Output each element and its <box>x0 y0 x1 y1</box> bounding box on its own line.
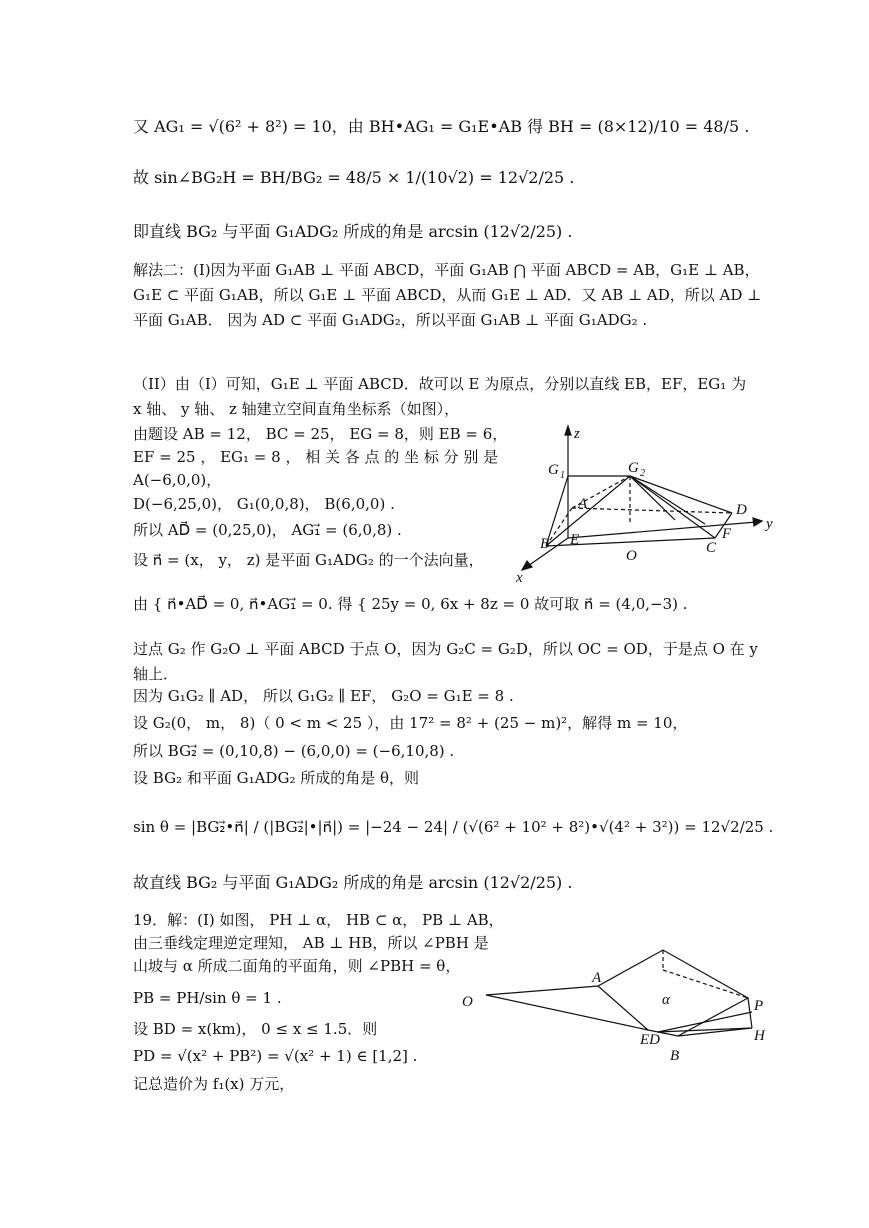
text-line-24: 19．解：(I) 如图， PH ⊥ α， HB ⊂ α， PB ⊥ AB， <box>133 911 504 929</box>
text-line-11: A(−6,0,0)， <box>133 471 222 489</box>
label-g2-sub: 2 <box>640 468 645 479</box>
label-g1: G <box>548 462 559 478</box>
label-slope-b: B <box>670 1048 680 1064</box>
text-line-1: 又 AG₁ = √(6² + 8²) = 10，由 BH•AG₁ = G₁E•AB 得 BH = (8×12)/10 = 48/5 . <box>133 117 750 136</box>
text-line-14: 设 n⃗ = (x， y， z) 是平面 G₁ADG₂ 的一个法向量， <box>133 551 484 569</box>
label-c: C <box>706 540 717 556</box>
y-arrow <box>753 518 762 526</box>
text-line-8: x 轴、 y 轴、 z 轴建立空间直角坐标系（如图）， <box>133 400 460 418</box>
text-line-22: sin θ = |BG₂⃗•n⃗| / (|BG₂⃗|•|n⃗|) = |−24 − 24| / (√(6² + 10² + 8²)•√(4² + 3²)) = 12√2/25 . <box>133 818 774 836</box>
text-line-21: 设 BG₂ 和平面 G₁ADG₂ 所成的角是 θ，则 <box>133 769 420 787</box>
label-alpha: α <box>662 992 670 1008</box>
label-p: P <box>754 998 764 1014</box>
text-line-5: G₁E ⊂ 平面 G₁AB，所以 G₁E ⊥ 平面 ABCD，从而 G₁E ⊥ AD．又 AB ⊥ AD，所以 AD ⊥ <box>133 286 762 304</box>
text-line-12: D(−6,25,0)， G₁(0,0,8)， B(6,0,0) . <box>133 495 395 513</box>
label-o: O <box>626 548 637 564</box>
text-line-4: 解法二：(I)因为平面 G₁AB ⊥ 平面 ABCD，平面 G₁AB ⋂ 平面 ABCD = AB，G₁E ⊥ AB， <box>133 261 760 279</box>
text-line-15: 由 { n⃗•AD⃗ = 0, n⃗•AG₁⃗ = 0. 得 { 25y = 0, 6x + 8z = 0 故可取 n⃗ = (4,0,−3) . <box>133 595 688 613</box>
text-line-16: 过点 G₂ 作 G₂O ⊥ 平面 ABCD 于点 O，因为 G₂C = G₂D，所以 OC = OD，于是点 O 在 y <box>133 640 758 658</box>
z-arrow <box>565 426 571 435</box>
label-h: H <box>754 1028 765 1044</box>
text-line-2: 故 sin∠BG₂H = BH/BG₂ = 48/5 × 1/(10√2) = 12√2/25 . <box>133 168 575 187</box>
label-g2: G <box>628 460 639 476</box>
text-line-25: 由三垂线定理逆定理知， AB ⊥ HB，所以 ∠PBH 是 <box>133 934 489 952</box>
label-e: E <box>570 532 580 548</box>
text-line-19: 设 G₂(0， m， 8)（ 0 < m < 25 ），由 17² = 8² + (25 − m)²，解得 m = 10， <box>133 714 688 732</box>
text-line-23: 故直线 BG₂ 与平面 G₁ADG₂ 所成的角是 arcsin (12√2/25) . <box>133 873 573 892</box>
text-line-17: 轴上． <box>133 665 179 683</box>
text-line-27: PB = PH/sin θ = 1 . <box>133 989 282 1007</box>
label-ed: ED <box>640 1032 660 1048</box>
text-line-3: 即直线 BG₂ 与平面 G₁ADG₂ 所成的角是 arcsin (12√2/25) . <box>133 222 573 241</box>
figure-coordinate-solid <box>510 420 790 590</box>
text-line-10: EF = 25 ， EG₁ = 8 ， 相 关 各 点 的 坐 标 分 别 是 <box>133 448 499 466</box>
label-y: y <box>766 516 773 532</box>
text-line-9: 由题设 AB = 12， BC = 25， EG = 8，则 EB = 6， <box>133 425 508 443</box>
text-line-7: （II）由（I）可知，G₁E ⊥ 平面 ABCD．故可以 E 为原点，分别以直线 EB，EF，EG₁ 为 <box>133 375 747 393</box>
label-x: x <box>516 570 523 586</box>
label-a: A <box>578 496 588 512</box>
text-line-26: 山坡与 α 所成二面角的平面角，则 ∠PBH = θ， <box>133 957 461 975</box>
label-f: F <box>722 526 732 542</box>
text-line-18: 因为 G₁G₂ ∥ AD， 所以 G₁G₂ ∥ EF， G₂O = G₁E = 8 . <box>133 687 514 705</box>
label-z: z <box>574 426 580 442</box>
text-line-29: PD = √(x² + PB²) = √(x² + 1) ∈ [1,2] . <box>133 1047 418 1065</box>
text-line-30: 记总造价为 f₁(x) 万元， <box>133 1075 295 1093</box>
text-line-6: 平面 G₁AB． 因为 AD ⊂ 平面 G₁ADG₂，所以平面 G₁AB ⊥ 平面 G₁ADG₂ . <box>133 311 648 329</box>
text-line-20: 所以 BG₂⃗ = (0,10,8) − (6,0,0) = (−6,10,8) . <box>133 742 455 760</box>
label-d: D <box>736 502 747 518</box>
label-g1-sub: 1 <box>560 470 565 481</box>
label-slope-a: A <box>592 970 602 986</box>
figure-slope <box>458 940 778 1070</box>
label-b: B <box>540 536 550 552</box>
x-arrow <box>522 561 532 570</box>
text-line-13: 所以 AD⃗ = (0,25,0)， AG₁⃗ = (6,0,8) . <box>133 521 402 539</box>
label-slope-o: O <box>462 994 473 1010</box>
text-line-28: 设 BD = x(km)， 0 ≤ x ≤ 1.5．则 <box>133 1020 378 1038</box>
